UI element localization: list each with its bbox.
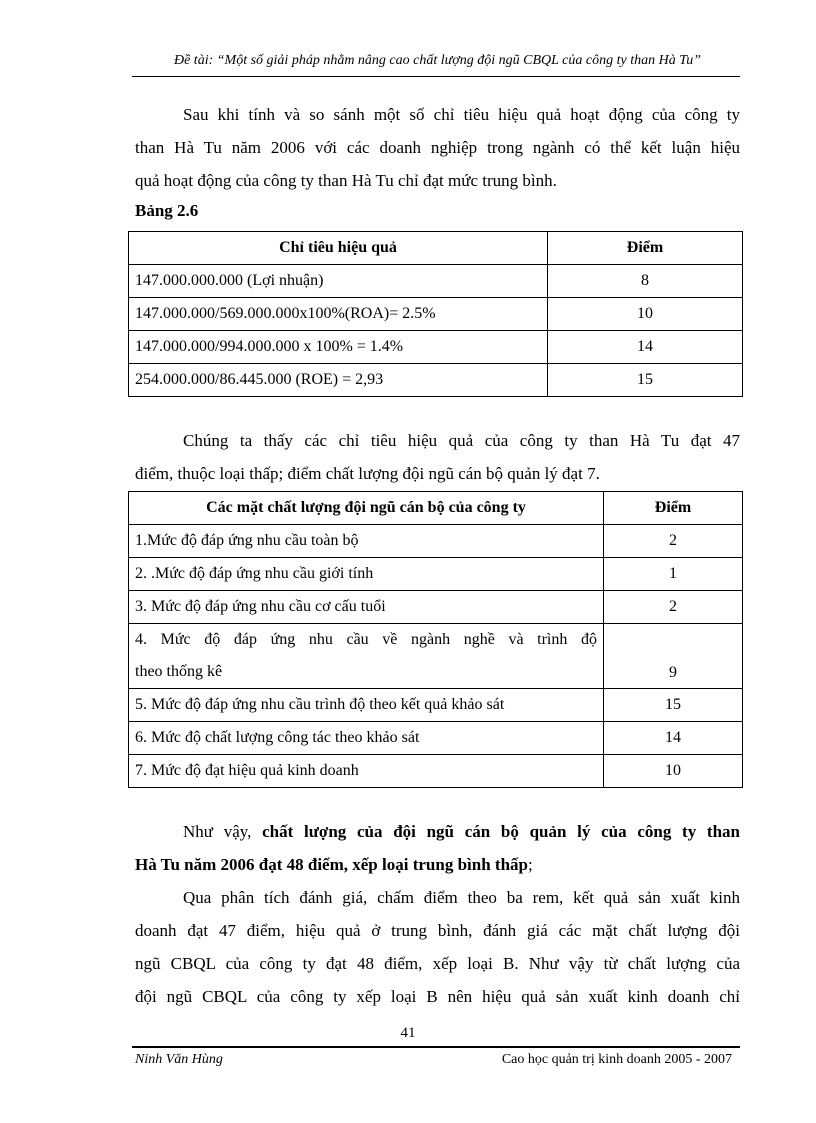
paragraph-line: quả hoạt động của công ty than Hà Tu chỉ đạt mức trung bình. bbox=[135, 171, 557, 190]
paragraph-intro bbox=[135, 98, 740, 197]
paragraph-line: Sau khi tính và so sánh một số chỉ tiêu hiệu quả hoạt động của công ty bbox=[183, 105, 740, 124]
lead-text: Như vậy, bbox=[183, 822, 263, 841]
paragraph-line: điểm, thuộc loại thấp; điểm chất lượng đội ngũ cán bộ quản lý đạt 7. bbox=[135, 464, 600, 483]
table-row bbox=[129, 591, 743, 624]
paragraph-line bbox=[135, 815, 740, 848]
table-cell: 3. Mức độ đáp ứng nhu cầu cơ cấu tuổi bbox=[129, 591, 604, 624]
table-header-row bbox=[129, 232, 743, 265]
score-cell: 2 bbox=[604, 591, 743, 624]
table-cell: 5. Mức độ đáp ứng nhu cầu trình độ theo kết quả khảo sát bbox=[129, 689, 604, 722]
table-header-row bbox=[129, 492, 743, 525]
score-cell: 10 bbox=[604, 755, 743, 788]
table-row bbox=[129, 525, 743, 558]
paragraph-line: than Hà Tu năm 2006 với các doanh nghiệp trong ngành có thể kết luận hiệu bbox=[135, 138, 740, 157]
paragraph-efficiency-summary bbox=[135, 424, 740, 490]
tail-text: ; bbox=[527, 855, 533, 874]
table-row bbox=[129, 364, 743, 397]
column-header: Điểm bbox=[604, 492, 743, 525]
score-cell: 15 bbox=[604, 689, 743, 722]
column-header: Điểm bbox=[548, 232, 743, 265]
bold-text: Hà Tu năm 2006 đạt 48 điểm, xếp loại trung bình thấp bbox=[135, 855, 528, 874]
paragraph-line: doanh đạt 47 điểm, hiệu quả ở trung bình, đánh giá các mặt chất lượng đội bbox=[135, 921, 740, 940]
table-row bbox=[129, 722, 743, 755]
table-row bbox=[129, 265, 743, 298]
score-cell: 2 bbox=[604, 525, 743, 558]
paragraph-conclusion bbox=[135, 815, 740, 881]
cell-line: theo thống kê bbox=[135, 663, 223, 680]
footer-program: Cao học quản trị kinh doanh 2005 - 2007 bbox=[501, 1052, 732, 1067]
table-cell: 6. Mức độ chất lượng công tác theo khảo sát bbox=[129, 722, 604, 755]
table-cell: 147.000.000.000 (Lợi nhuận) bbox=[129, 265, 548, 298]
paragraph-line bbox=[135, 848, 740, 881]
column-header: Chỉ tiêu hiệu quả bbox=[129, 232, 548, 265]
score-cell: 14 bbox=[604, 722, 743, 755]
table-row bbox=[129, 331, 743, 364]
table-cell bbox=[129, 624, 604, 689]
paragraph-analysis bbox=[135, 881, 740, 1013]
cell-line: 4. Mức độ đáp ứng nhu cầu về ngành nghề và trình độ bbox=[135, 631, 597, 648]
paragraph-line: Qua phân tích đánh giá, chấm điểm theo ba rem, kết quả sản xuất kinh bbox=[183, 888, 740, 907]
table-row bbox=[129, 558, 743, 591]
table-row bbox=[129, 689, 743, 722]
footer-author: Ninh Văn Hùng bbox=[135, 1052, 223, 1067]
paragraph-line: ngũ CBQL của công ty đạt 48 điểm, xếp loại B. Như vậy từ chất lượng của bbox=[135, 954, 740, 973]
score-cell: 10 bbox=[548, 298, 743, 331]
running-header: Đề tài: “Một số giải pháp nhằm nâng cao chất lượng đội ngũ CBQL của công ty than Hà Tu” bbox=[173, 53, 701, 68]
table-cell: 1.Mức độ đáp ứng nhu cầu toàn bộ bbox=[129, 525, 604, 558]
score-cell: 15 bbox=[548, 364, 743, 397]
page-number: 41 bbox=[400, 1025, 416, 1041]
table-cell: 147.000.000/569.000.000x100%(ROA)= 2.5% bbox=[129, 298, 548, 331]
management-quality-table bbox=[128, 491, 743, 788]
table-cell: 2. .Mức độ đáp ứng nhu cầu giới tính bbox=[129, 558, 604, 591]
footer-rule bbox=[132, 1046, 740, 1048]
efficiency-table bbox=[128, 231, 743, 397]
paragraph-line: Chúng ta thấy các chỉ tiêu hiệu quả của công ty than Hà Tu đạt 47 bbox=[183, 431, 740, 450]
score-cell: 8 bbox=[548, 265, 743, 298]
table-cell: 254.000.000/86.445.000 (ROE) = 2,93 bbox=[129, 364, 548, 397]
table-row bbox=[129, 624, 743, 689]
table-row bbox=[129, 755, 743, 788]
table-cell: 7. Mức độ đạt hiệu quả kinh doanh bbox=[129, 755, 604, 788]
table-caption: Bảng 2.6 bbox=[135, 201, 199, 220]
column-header: Các mặt chất lượng đội ngũ cán bộ của công ty bbox=[129, 492, 604, 525]
bold-text: chất lượng của đội ngũ cán bộ quản lý của công ty than bbox=[262, 822, 740, 841]
paragraph-line: đội ngũ CBQL của công ty xếp loại B nên hiệu quả sản xuất kinh doanh chỉ bbox=[135, 987, 740, 1006]
score-cell: 14 bbox=[548, 331, 743, 364]
table-row bbox=[129, 298, 743, 331]
table-cell: 147.000.000/994.000.000 x 100% = 1.4% bbox=[129, 331, 548, 364]
score-cell: 9 bbox=[604, 624, 743, 689]
header-rule bbox=[132, 76, 740, 77]
score-cell: 1 bbox=[604, 558, 743, 591]
